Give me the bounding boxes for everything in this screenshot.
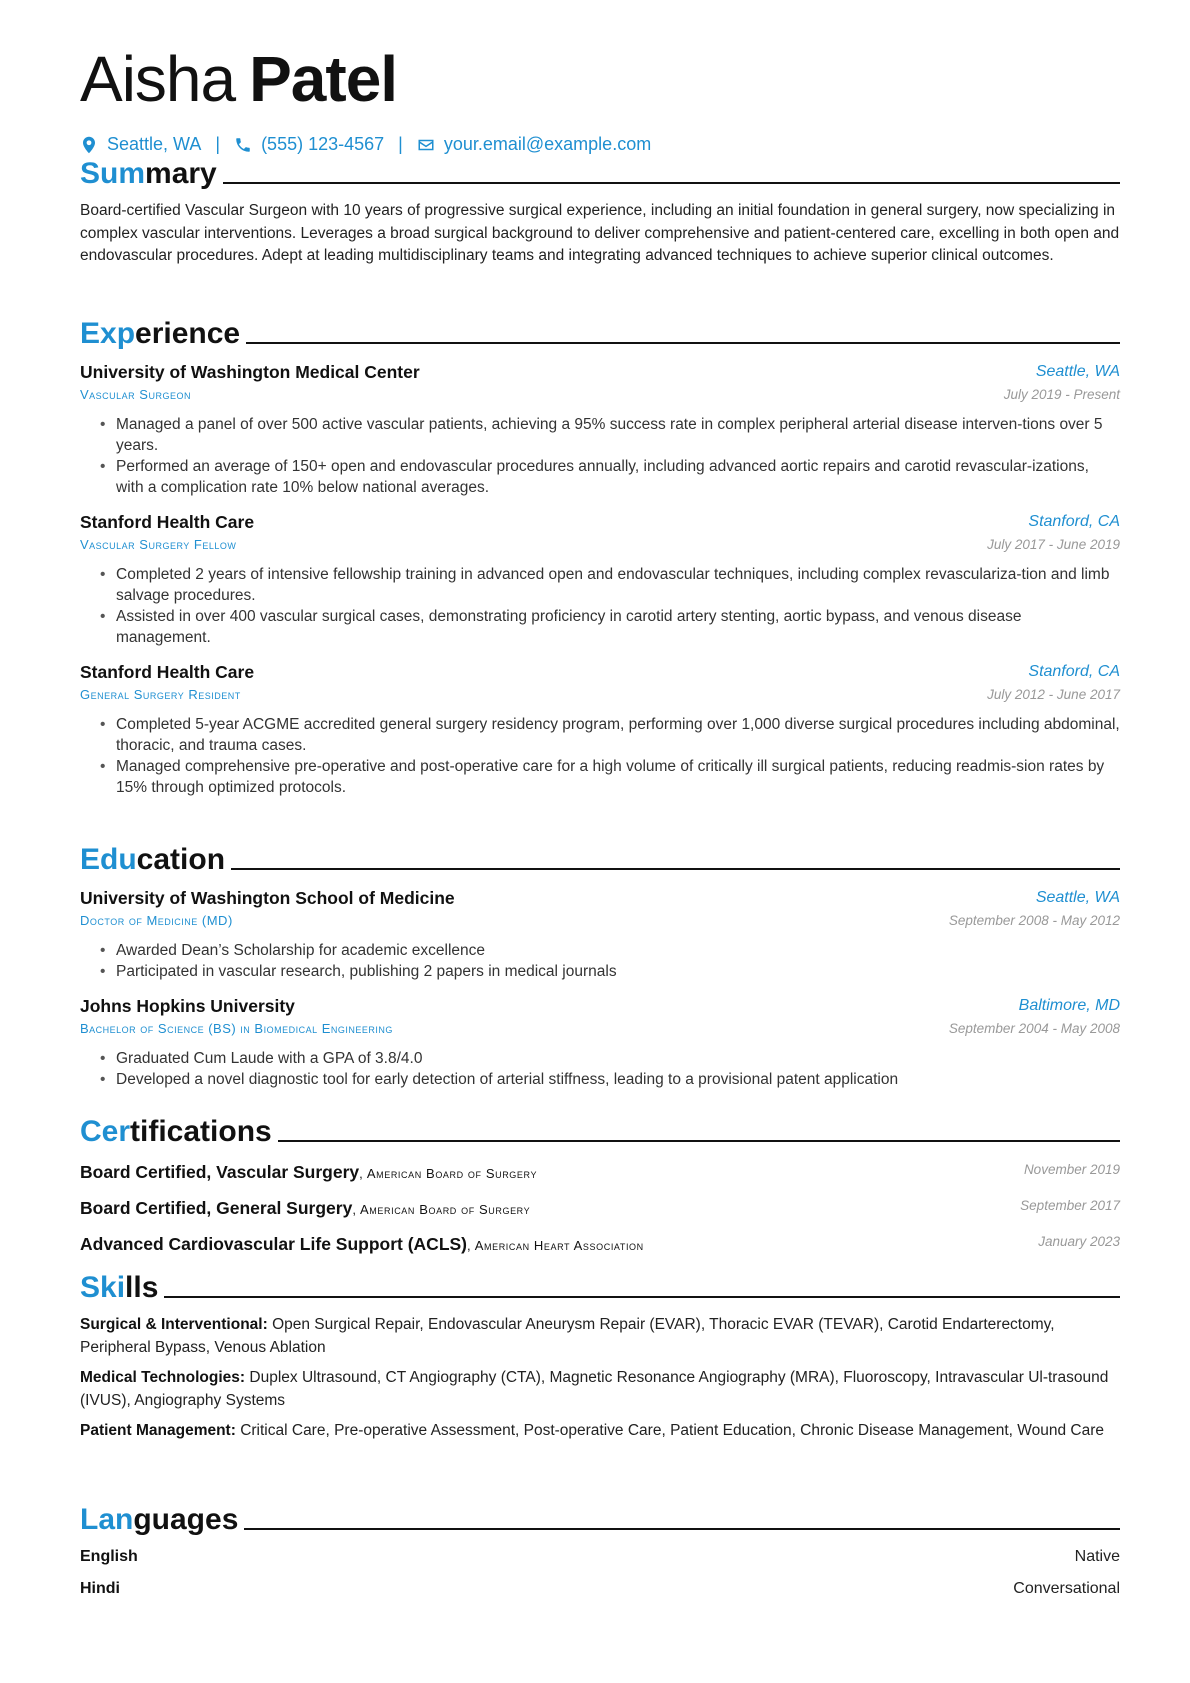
certification-title: Board Certified, General Surgery	[80, 1198, 353, 1218]
section-header	[80, 1502, 1120, 1538]
bullet-item: • Developed a novel diagnostic tool for early detection of arterial stiffness, leading to a provisional patent application	[116, 1069, 1120, 1090]
skill-text: Critical Care, Pre-operative Assessment, Post-operative Care, Patient Education, Chronic Disease Management, Wound Care	[240, 1422, 1105, 1439]
education-entry	[80, 886, 1120, 982]
language-name: Hindi	[80, 1580, 120, 1597]
section-header	[80, 1114, 1120, 1150]
contact-phone[interactable]	[234, 134, 384, 155]
entry-role: Vascular Surgery Fellow	[80, 537, 237, 552]
language-level: Conversational	[1013, 1580, 1120, 1597]
entry-location: Stanford, CA	[1028, 513, 1120, 530]
section-title: Certifications	[80, 1115, 272, 1148]
phone-text[interactable]: (555) 123-4567	[261, 134, 385, 154]
summary-text: Board-certified Vascular Surgeon with 10 years of progressive surgical experience, including an initial foundation in general surgery, now specializing in complex vascular interventions. Leverages a broad surgical background to deliver comprehensive and patient-centered care, excelling in both open and endovascular procedures. Adept at leading multidisciplinary teams and integrating advanced techniques to achieve superior clinical outcomes.	[80, 202, 1120, 264]
entry-dates: July 2019 - Present	[1003, 387, 1120, 402]
last-name: Patel	[249, 43, 398, 115]
certification-date: January 2023	[1038, 1234, 1120, 1249]
map-pin-icon	[80, 136, 98, 154]
language-level: Native	[1074, 1548, 1120, 1565]
summary-section	[80, 156, 1120, 268]
entry-location: Seattle, WA	[1035, 363, 1120, 380]
language-item	[80, 1548, 1120, 1580]
certification-item: Advanced Cardiovascular Life Support (ACLS), American Heart Association January 2023	[80, 1234, 1120, 1254]
entry-role: Vascular Surgeon	[80, 387, 191, 402]
contact-location	[80, 134, 201, 155]
certifications-list	[80, 1162, 1120, 1270]
skill-group	[80, 1314, 1120, 1359]
bullet-item: • Assisted in over 400 vascular surgical cases, demonstrating proficiency in carotid artery stenting, aortic bypass, and venous disease management.	[116, 606, 1120, 648]
candidate-name	[80, 44, 397, 114]
entry-location: Seattle, WA	[1035, 889, 1120, 906]
section-rule	[223, 182, 1120, 184]
section-header	[80, 156, 1120, 192]
certification-item: Board Certified, General Surgery, American Board of Surgery September 2017	[80, 1198, 1120, 1218]
entry-bullets	[80, 940, 1120, 982]
entry-degree: Doctor of Medicine (MD)	[80, 913, 233, 928]
bullet-item: • Completed 5-year ACGME accredited general surgery residency program, performing over 1,000 diverse surgical procedures including abdominal, thoracic, and trauma cases.	[116, 714, 1120, 756]
experience-entry	[80, 660, 1120, 798]
section-header	[80, 842, 1120, 878]
section-rule	[246, 342, 1120, 344]
skill-group	[80, 1367, 1120, 1412]
section-title: Summary	[80, 157, 217, 190]
bullet-item: • Performed an average of 150+ open and endovascular procedures annually, including advanced aortic repairs and carotid revascular-izations, with a complication rate 10% below national averages.	[116, 456, 1120, 498]
entry-bullets	[80, 564, 1120, 648]
phone-icon	[234, 136, 252, 154]
entry-dates: July 2012 - June 2017	[987, 687, 1120, 702]
certification-title: Board Certified, Vascular Surgery	[80, 1162, 360, 1182]
entry-dates: September 2008 - May 2012	[948, 913, 1120, 928]
entry-bullets	[80, 714, 1120, 798]
email-link[interactable]: your.email@example.com	[443, 134, 652, 154]
education-entry	[80, 994, 1120, 1090]
experience-entry	[80, 360, 1120, 498]
language-name: English	[80, 1548, 138, 1565]
certification-date: November 2019	[1023, 1162, 1120, 1177]
first-name: Aisha	[80, 43, 236, 115]
bullet-item: • Managed comprehensive pre-operative and post-operative care for a high volume of critically ill surgical patients, reducing readmis-sion rates by 15% through optimized protocols.	[116, 756, 1120, 798]
bullet-item: • Awarded Dean’s Scholarship for academic excellence	[116, 940, 1120, 961]
bullet-item: • Completed 2 years of intensive fellowship training in advanced open and endovascular techniques, including complex revasculariza-tion and limb salvage procedures.	[116, 564, 1120, 606]
certification-date: September 2017	[1020, 1198, 1120, 1213]
contact-bar	[80, 134, 651, 155]
certification-issuer: American Board of Surgery	[366, 1166, 538, 1181]
contact-email[interactable]	[417, 134, 651, 155]
entry-organization: University of Washington School of Medicine	[80, 888, 455, 908]
section-rule	[231, 868, 1120, 870]
entry-role: General Surgery Resident	[80, 687, 241, 702]
entry-bullets	[80, 1048, 1120, 1090]
entry-location: Baltimore, MD	[1018, 997, 1120, 1014]
bullet-item: • Participated in vascular research, publishing 2 papers in medical journals	[116, 961, 1120, 982]
experience-section	[80, 316, 1120, 798]
skill-label: Medical Technologies:	[80, 1369, 246, 1386]
skill-group	[80, 1420, 1120, 1443]
certification-issuer: American Board of Surgery	[360, 1202, 531, 1217]
certifications-section	[80, 1114, 1120, 1270]
certification-issuer: American Heart Association	[474, 1238, 644, 1253]
entry-bullets	[80, 414, 1120, 498]
entry-location: Stanford, CA	[1028, 663, 1120, 680]
entry-organization: Stanford Health Care	[80, 662, 255, 682]
contact-separator: |	[398, 134, 403, 154]
experience-entry	[80, 510, 1120, 648]
section-title: Experience	[80, 317, 241, 350]
entry-organization: University of Washington Medical Center	[80, 362, 420, 382]
skill-label: Patient Management:	[80, 1422, 236, 1439]
entry-organization: Stanford Health Care	[80, 512, 255, 532]
section-rule	[164, 1296, 1120, 1298]
section-rule	[244, 1528, 1120, 1530]
envelope-icon	[417, 136, 435, 154]
bullet-item: • Graduated Cum Laude with a GPA of 3.8/4.0	[116, 1048, 1120, 1069]
contact-separator: |	[215, 134, 221, 154]
entry-degree: Bachelor of Science (BS) in Biomedical Engineering	[80, 1021, 393, 1036]
bullet-item: • Managed a panel of over 500 active vascular patients, achieving a 95% success rate in complex peripheral arterial disease interven-tions over 5 years.	[116, 414, 1120, 456]
section-header	[80, 316, 1120, 352]
certification-item: Board Certified, Vascular Surgery, American Board of Surgery November 2019	[80, 1162, 1120, 1182]
skills-section	[80, 1270, 1120, 1451]
entry-organization: Johns Hopkins University	[80, 996, 295, 1016]
entry-dates: July 2017 - June 2019	[987, 537, 1120, 552]
skills-list	[80, 1314, 1120, 1443]
skill-text: Duplex Ultrasound, CT Angiography (CTA), Magnetic Resonance Angiography (MRA), Fluoroscopy, Intravascular Ul-trasound (IVUS), Angiography Systems	[80, 1369, 1109, 1409]
section-rule	[278, 1140, 1120, 1142]
section-title: Skills	[80, 1271, 159, 1304]
skill-text: Open Surgical Repair, Endovascular Aneurysm Repair (EVAR), Thoracic EVAR (TEVAR), Carotid Endarterectomy, Peripheral Bypass, Venous Ablation	[80, 1316, 1055, 1356]
section-title: Education	[80, 843, 226, 876]
languages-list	[80, 1548, 1120, 1612]
location-text: Seattle, WA	[107, 134, 202, 154]
section-header	[80, 1270, 1120, 1306]
certification-title: Advanced Cardiovascular Life Support (ACLS)	[80, 1234, 468, 1254]
languages-section	[80, 1502, 1120, 1612]
section-title: Languages	[80, 1503, 239, 1536]
language-item	[80, 1580, 1120, 1612]
skill-label: Surgical & Interventional:	[80, 1316, 268, 1333]
education-section	[80, 842, 1120, 1090]
entry-dates: September 2004 - May 2008	[948, 1021, 1120, 1036]
